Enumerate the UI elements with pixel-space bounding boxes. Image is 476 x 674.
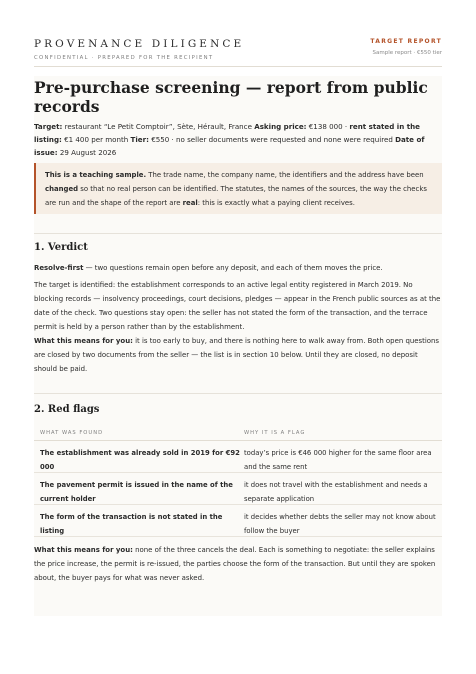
- brand-name: PROVENANCE DILIGENCE: [34, 38, 245, 50]
- asking-price-label: Asking price:: [254, 122, 307, 131]
- brand-subtitle: CONFIDENTIAL · PREPARED FOR THE RECIPIENT: [34, 55, 214, 61]
- report-tier-label: Sample report · €550 tier: [372, 50, 442, 56]
- report-body: [34, 76, 442, 616]
- issue-date-value: 29 August 2026: [57, 148, 117, 157]
- verdict-summary: [34, 261, 442, 275]
- target-value: restaurant “Le Petit Comptoir”, Sète, Hérault, France: [62, 122, 255, 131]
- verdict-findings: The target is identified: the establishment corresponds to an active legal entity registered in March 2019. No blocking records — insolvency proceedings, court decisions, pledges — appear in the French public sources as at the date of the check. Two questions stay open: the seller has not stated the form of the transaction, and the terrace permit is held by a person rather than by the establishment.: [34, 281, 441, 331]
- red-flags-meaning: [34, 543, 442, 585]
- notice-text: so that no real person can be identified. The statutes, the names of the sources, the way the checks are run and the shape of the report are: [45, 185, 427, 207]
- rent-value: €1 400 per month: [61, 135, 131, 144]
- notice-text: : this is exactly what a paying client receives.: [197, 199, 355, 207]
- verdict-summary-text: — two questions remain open before any deposit, and each of them moves the price.: [83, 264, 383, 272]
- notice-lead: This is a teaching sample.: [45, 171, 147, 179]
- meaning-label: What this means for you:: [34, 337, 133, 345]
- column-header-why: WHY IT IS A FLAG: [244, 430, 306, 436]
- verdict-rating: Resolve-first: [34, 264, 84, 272]
- tier-value: €550 · no seller documents were requested and none were required: [148, 135, 396, 144]
- issue-date-label: Date of issue:: [34, 135, 425, 157]
- section-divider: [34, 233, 442, 234]
- teaching-sample-notice: [34, 163, 442, 214]
- report-type-tag: TARGET REPORT: [370, 38, 442, 45]
- flag-found-cell: The form of the transaction is not stated in the listing: [40, 513, 223, 535]
- flag-why-cell: today’s price is €46 000 higher for the same floor area and the same rent: [244, 449, 432, 471]
- rent-label: rent stated in the listing:: [34, 122, 420, 144]
- notice-text: The trade name, the company name, the identifiers and the address have been: [146, 171, 424, 179]
- verdict-meaning: [34, 334, 442, 376]
- table-row: [34, 505, 442, 537]
- column-header-found: WHAT WAS FOUND: [40, 430, 104, 436]
- page-title: Pre-purchase screening — report from public records: [34, 78, 428, 116]
- red-flags-table: [34, 426, 442, 537]
- meaning-text: none of the three cancels the deal. Each is something to negotiate: the seller explains the price increase, the permit is re-issued, the parties choose the form of the transaction. But until they are spoken about, the buyer pays for what was never asked.: [34, 546, 436, 582]
- asking-price-value: €138 000 ·: [306, 122, 350, 131]
- table-row: [34, 441, 442, 473]
- flag-why-cell: it does not travel with the establishment and needs a separate application: [244, 481, 428, 503]
- report-meta: [34, 120, 442, 159]
- report-header: [34, 36, 442, 66]
- verdict-heading: 1. Verdict: [34, 242, 88, 253]
- table-header: [34, 426, 442, 441]
- section-divider: [34, 393, 442, 394]
- flag-found-cell: The pavement permit is issued in the name of the current holder: [40, 481, 233, 503]
- table-row: [34, 473, 442, 505]
- target-label: Target:: [34, 122, 63, 131]
- notice-emphasis-real: real: [182, 199, 198, 207]
- tier-label: Tier:: [130, 135, 149, 144]
- flag-found-cell: The establishment was already sold in 2019 for €92 000: [40, 449, 240, 471]
- meaning-text: it is too early to buy, and there is nothing here to walk away from. Both open questions are closed by two documents from the seller — the list is in section 10 below. Until they are closed, no deposit should be paid.: [34, 337, 440, 373]
- red-flags-heading: 2. Red flags: [34, 404, 100, 415]
- notice-emphasis-changed: changed: [45, 185, 79, 193]
- header-divider: [34, 66, 442, 67]
- flag-why-cell: it decides whether debts the seller may not know about follow the buyer: [244, 513, 436, 535]
- meaning-label: What this means for you:: [34, 546, 133, 554]
